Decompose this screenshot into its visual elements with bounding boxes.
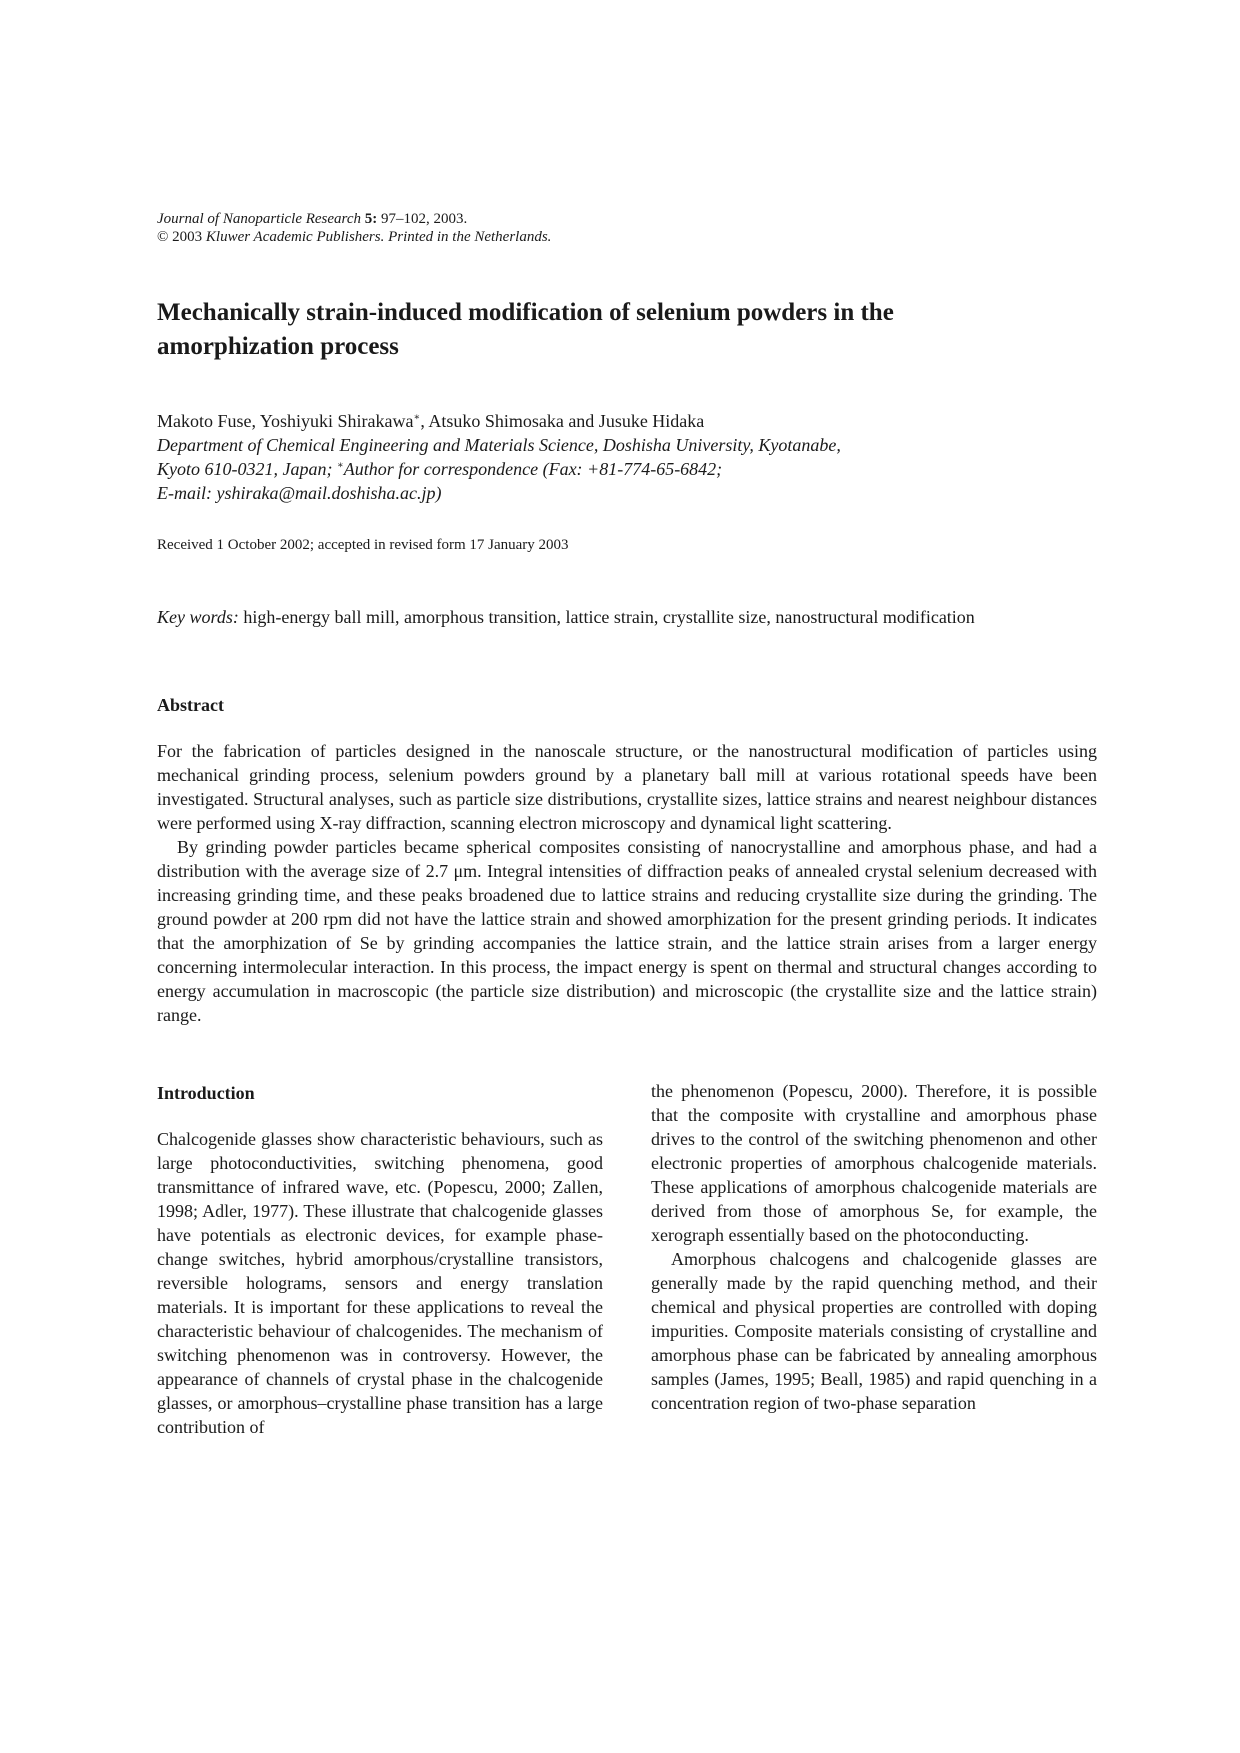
affiliation <box>157 433 1057 505</box>
introduction-heading: Introduction <box>157 1083 255 1103</box>
keywords-text: high-energy ball mill, amorphous transition, lattice strain, crystallite size, nanostructural modification <box>238 607 975 627</box>
corresponding-mark: ∗ <box>413 412 421 423</box>
received-dates: Received 1 October 2002; accepted in revised form 17 January 2003 <box>157 537 569 553</box>
paper-title: Mechanically strain-induced modification of selenium powders in the amorphization process <box>157 299 894 360</box>
keywords-label: Key words: <box>157 607 239 627</box>
abstract-paragraph-1: For the fabrication of particles designed in the nanoscale structure, or the nanostructural modification of particles using mechanical grinding process, selenium powders ground by a planetary ball mill at various rotational speeds have been investigated. Structural analyses, such as particle size distributions, crystallite sizes, lattice strains and nearest neighbour distances were performed using X-ray diffraction, scanning electron microscopy and dynamical light scattering. <box>157 741 1097 833</box>
intro-paragraph-2: Amorphous chalcogens and chalcogenide glasses are generally made by the rapid quenching method, and their chemical and physical properties are controlled with doping impurities. Composite materials consisting of crystalline and amorphous phase can be fabricated by annealing amorphous samples (James, 1995; Beall, 1985) and rapid quenching in a concentration region of two-phase separation <box>651 1249 1097 1413</box>
copyright-year: © 2003 <box>157 229 203 245</box>
correspondence-mark: ∗ <box>336 460 344 471</box>
abstract-heading: Abstract <box>157 695 224 715</box>
affiliation-line-2 <box>157 457 1057 481</box>
affiliation-line-1: Department of Chemical Engineering and Materials Science, Doshisha University, Kyotanabe, <box>157 435 841 455</box>
introduction-right-column <box>651 1079 1097 1415</box>
copyright-line <box>157 228 551 246</box>
author-list <box>157 409 704 433</box>
keywords <box>157 605 1097 629</box>
affiliation-address: Kyoto 610-0321, Japan; <box>157 459 337 479</box>
publisher: Kluwer Academic Publishers. Printed in the Netherlands. <box>205 229 552 245</box>
journal-name: Journal of Nanoparticle Research <box>157 211 361 227</box>
abstract-body <box>157 739 1097 1027</box>
intro-paragraph-1-continued: the phenomenon (Popescu, 2000). Therefore, it is possible that the composite with crystalline and amorphous phase drives to the control of the switching phenomenon and other electronic properties of amorphous chalcogenide materials. These applications of amorphous chalcogenide materials are derived from those of amorphous Se, for example, the xerograph essentially based on the photoconducting. <box>651 1081 1097 1245</box>
correspondence-email: E-mail: yshiraka@mail.doshisha.ac.jp) <box>157 483 442 503</box>
journal-pages: 97–102, 2003. <box>381 211 468 227</box>
authors-part2: , Atsuko Shimosaka and Jusuke Hidaka <box>420 411 705 431</box>
citation-line <box>157 210 551 228</box>
intro-paragraph-1: Chalcogenide glasses show characteristic behaviours, such as large photoconductivities, switching phenomena, good transmittance of infrared wave, etc. (Popescu, 2000; Zallen, 1998; Adler, 1977). These illustrate that chalcogenide glasses have potentials as electronic devices, for example phase-change switches, hybrid amorphous/crystalline transistors, reversible holograms, sensors and energy translation materials. It is important for these applications to reveal the characteristic behaviour of chalcogenides. The mechanism of switching phenomenon was in controversy. However, the appearance of channels of crystal phase in the chalcogenide glasses, or amorphous–crystalline phase transition has a large contribution of <box>157 1129 603 1437</box>
abstract-paragraph-2: By grinding powder particles became spherical composites consisting of nanocrystalline and amorphous phase, and had a distribution with the average size of 2.7 μm. Integral intensities of diffraction peaks of annealed crystal selenium decreased with increasing grinding time, and these peaks broadened due to lattice strains and reducing crystallite size during the grinding. The ground powder at 200 rpm did not have the lattice strain and showed amorphization for the present grinding periods. It indicates that the amorphization of Se by grinding accompanies the lattice strain, and the lattice strain arises from a larger energy concerning intermolecular interaction. In this process, the impact energy is spent on thermal and structural changes according to energy accumulation in macroscopic (the particle size distribution) and microscopic (the crystallite size and the lattice strain) range. <box>157 837 1097 1025</box>
introduction-left-column <box>157 1127 603 1439</box>
authors-part1: Makoto Fuse, Yoshiyuki Shirakawa <box>157 411 414 431</box>
journal-header <box>157 210 551 246</box>
correspondence-fax: Author for correspondence (Fax: +81-774-65-6842; <box>343 459 723 479</box>
journal-volume: 5: <box>364 211 378 227</box>
